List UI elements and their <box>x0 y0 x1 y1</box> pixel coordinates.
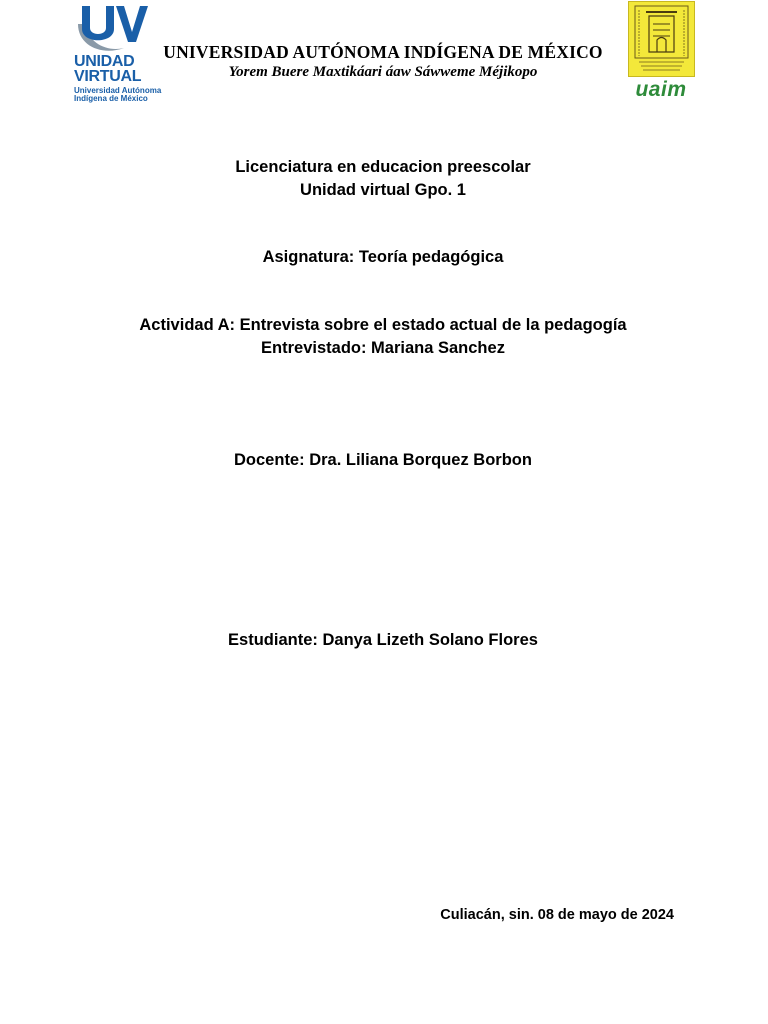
uv-logo-virtual: VIRTUAL <box>74 68 142 85</box>
uaim-wordmark: uaim <box>635 78 687 101</box>
university-name: UNIVERSIDAD AUTÓNOMA INDÍGENA DE MÉXICO <box>163 42 603 62</box>
uaim-seal-icon <box>628 1 695 77</box>
teacher-name: Docente: Dra. Liliana Borquez Borbon <box>234 451 532 469</box>
interviewee: Entrevistado: Mariana Sanchez <box>261 339 505 357</box>
place-and-date: Culiacán, sin. 08 de mayo de 2024 <box>440 907 674 923</box>
university-name-indigenous: Yorem Buere Maxtikáari áaw Sáwweme Méjikopo <box>228 64 538 80</box>
student-name: Estudiante: Danya Lizeth Solano Flores <box>228 631 538 649</box>
activity-title: Actividad A: Entrevista sobre el estado actual de la pedagogía <box>139 316 627 334</box>
uv-logo <box>72 2 162 103</box>
degree-program: Licenciatura en educacion preescolar <box>235 158 531 176</box>
uv-logo-mark <box>72 2 154 56</box>
uv-logo-subtitle-2: Indígena de México <box>74 94 148 103</box>
uv-logo-subtitle-1: Universidad Autónoma <box>74 86 162 95</box>
group-name: Unidad virtual Gpo. 1 <box>300 181 466 199</box>
subject: Asignatura: Teoría pedagógica <box>262 248 504 266</box>
uv-logo-unidad: UNIDAD <box>74 53 135 70</box>
uaim-logo <box>624 0 698 104</box>
